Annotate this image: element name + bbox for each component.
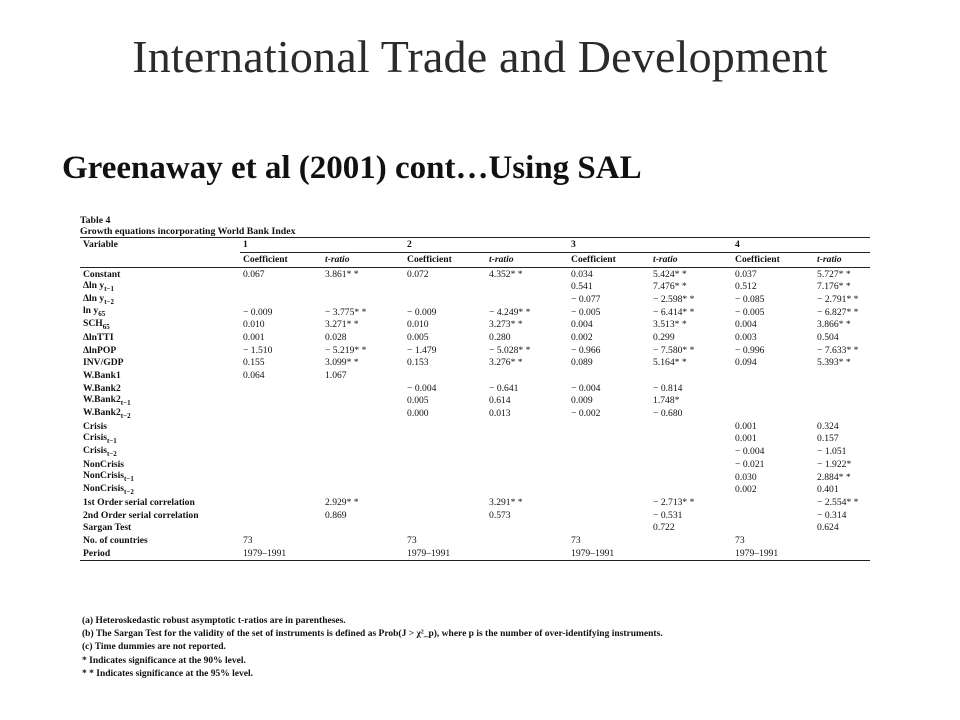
coefficient-cell: − 0.004 — [407, 382, 437, 394]
tratio-cell: 0.299 — [653, 331, 675, 343]
coefficient-cell: 0.001 — [243, 331, 265, 343]
tratio-cell — [486, 420, 568, 433]
coefficient-cell: 0.512 — [735, 281, 757, 293]
tratio-cell — [322, 433, 404, 446]
tratio-cell — [650, 471, 732, 484]
coef-header: Coefficient — [243, 254, 288, 266]
table-row — [80, 420, 870, 433]
tratio-cell — [650, 433, 732, 446]
slide-title: International Trade and Development — [132, 31, 828, 82]
variable-name: No. of countries — [83, 534, 148, 546]
table-note: * Indicates significance at the 90% level. — [82, 655, 246, 666]
tratio-cell: 0.504 — [817, 331, 839, 343]
tratio-cell — [650, 446, 732, 459]
coefficient-cell: − 0.009 — [407, 306, 437, 318]
tratio-cell — [486, 293, 568, 306]
coefficient-cell — [732, 370, 814, 383]
tratio-cell — [486, 534, 568, 547]
table-row — [80, 281, 870, 294]
tratio-cell — [322, 547, 404, 560]
coefficient-cell: 73 — [571, 534, 581, 546]
coefficient-cell — [568, 484, 650, 497]
tratio-cell — [650, 370, 732, 383]
coefficient-cell — [404, 446, 486, 459]
coefficient-cell — [732, 522, 814, 535]
tratio-cell — [486, 458, 568, 471]
tratio-cell — [486, 547, 568, 560]
tratio-cell: 1.067 — [325, 370, 347, 382]
tratio-cell — [322, 534, 404, 547]
coefficient-cell — [404, 496, 486, 509]
tratio-cell — [650, 534, 732, 547]
coefficient-cell: 0.003 — [735, 331, 757, 343]
coefficient-cell: 0.034 — [571, 268, 593, 280]
coefficient-cell: 0.001 — [735, 433, 757, 445]
tratio-cell — [322, 382, 404, 395]
coefficient-cell: 0.001 — [735, 420, 757, 432]
table-note: (a) Heteroskedastic robust asymptotic t-ratios are in parentheses. — [82, 616, 346, 626]
coefficient-cell: 73 — [243, 534, 253, 546]
tratio-cell — [322, 293, 404, 306]
tratio-cell: 0.614 — [489, 395, 511, 407]
coefficient-cell: − 0.085 — [735, 293, 765, 305]
coefficient-cell: 73 — [407, 534, 417, 546]
coefficient-cell: − 0.004 — [735, 446, 765, 458]
coefficient-cell: 0.067 — [243, 268, 265, 280]
coefficient-cell — [568, 446, 650, 459]
table-row — [80, 306, 870, 319]
table-row — [80, 534, 870, 547]
coefficient-cell: 0.009 — [571, 395, 593, 407]
variable-name: NonCrisis — [83, 458, 125, 470]
coefficient-cell — [240, 484, 322, 497]
tratio-cell: − 3.775* * — [325, 306, 367, 318]
tratio-cell — [814, 547, 870, 560]
coefficient-cell — [732, 496, 814, 509]
tratio-cell: − 4.249* * — [489, 306, 531, 318]
coefficient-cell — [404, 458, 486, 471]
tratio-cell: 5.727* * — [817, 268, 851, 280]
coefficient-cell: 0.004 — [735, 319, 757, 331]
tratio-cell — [322, 446, 404, 459]
coefficient-cell — [240, 433, 322, 446]
variable-name: 2nd Order serial correlation — [83, 509, 199, 521]
coefficient-cell — [732, 382, 814, 395]
tratio-cell: 3.099* * — [325, 357, 359, 369]
coefficient-cell: − 0.004 — [571, 382, 601, 394]
coef-header: Coefficient — [571, 254, 616, 266]
table-row — [80, 293, 870, 306]
coefficient-cell — [568, 458, 650, 471]
coefficient-cell: 0.155 — [243, 357, 265, 369]
table-notes — [82, 615, 882, 681]
tratio-cell — [322, 522, 404, 535]
tratio-header: t-ratio — [489, 254, 514, 266]
coefficient-cell — [404, 522, 486, 535]
table-row — [80, 509, 870, 522]
coefficient-cell — [240, 522, 322, 535]
tratio-cell: − 2.791* * — [817, 293, 859, 305]
table-row — [80, 522, 870, 535]
coefficient-cell: − 0.002 — [571, 408, 601, 420]
table-row — [80, 268, 870, 281]
table-note: * * Indicates significance at the 95% level. — [82, 668, 253, 679]
variable-name: $\ln y_{65}$ — [83, 306, 106, 319]
model-number: 4 — [732, 238, 870, 253]
coefficient-cell: 1979–1991 — [735, 547, 779, 559]
variable-name: W.Bank1 — [83, 370, 121, 382]
table-row — [80, 370, 870, 383]
regression-table — [80, 215, 870, 561]
coefficient-cell — [404, 293, 486, 306]
coefficient-cell — [568, 471, 650, 484]
coef-header: Coefficient — [735, 254, 780, 266]
coefficient-cell — [240, 281, 322, 294]
tratio-cell: − 2.713* * — [653, 496, 695, 508]
tratio-cell — [814, 408, 870, 421]
model-header-row — [80, 238, 870, 253]
tratio-cell: 1.748* — [653, 395, 680, 407]
tratio-cell — [486, 281, 568, 294]
table-note: (c) Time dummies are not reported. — [82, 642, 226, 653]
variable-name: $W.Bank2_{t-1}$ — [83, 394, 131, 408]
tratio-cell: 7.176* * — [817, 281, 851, 293]
variable-name: 1st Order serial correlation — [83, 496, 195, 508]
tratio-cell: 2.929* * — [325, 496, 359, 508]
tratio-cell: 3.861* * — [325, 268, 359, 280]
tratio-cell — [650, 420, 732, 433]
tratio-cell — [650, 484, 732, 497]
tratio-cell: − 1.922* — [817, 458, 852, 470]
coefficient-cell: 0.000 — [407, 408, 429, 420]
tratio-cell — [650, 547, 732, 560]
variable-name: $SCH_{65}$ — [83, 318, 110, 332]
tratio-cell: 2.884* * — [817, 471, 851, 483]
tratio-cell: − 7.633* * — [817, 344, 859, 356]
coefficient-cell: − 1.510 — [243, 344, 273, 356]
coefficient-cell — [568, 433, 650, 446]
tratio-cell: − 6.827* * — [817, 306, 859, 318]
coefficient-cell: 0.030 — [735, 471, 757, 483]
variable-name: ΔlnPOP — [83, 344, 117, 356]
tratio-cell: 0.028 — [325, 331, 347, 343]
variable-name: Δln $y_{t-1}$ — [83, 280, 115, 293]
coefficient-cell: − 0.077 — [571, 293, 601, 305]
variable-name: NonCrisis$_{t-1}$ — [83, 471, 134, 484]
coefficient-cell — [404, 471, 486, 484]
table-row — [80, 331, 870, 344]
variable-name: ΔlnTTI — [83, 331, 114, 343]
variable-name: Crisis — [83, 420, 107, 432]
tratio-cell: − 0.814 — [653, 382, 683, 394]
coefficient-cell — [568, 496, 650, 509]
coefficient-cell — [404, 420, 486, 433]
coefficient-cell: 73 — [735, 534, 745, 546]
tratio-header: t-ratio — [325, 254, 350, 266]
tratio-cell — [322, 420, 404, 433]
variable-name: Period — [83, 547, 111, 559]
tratio-cell: 3.271* * — [325, 319, 359, 331]
variable-header: Variable — [83, 239, 118, 251]
tratio-cell: − 2.598* * — [653, 293, 695, 305]
tratio-cell — [486, 433, 568, 446]
coefficient-cell — [404, 433, 486, 446]
coefficient-cell: 1979–1991 — [243, 547, 287, 559]
coefficient-cell — [240, 382, 322, 395]
coefficient-cell: 1979–1991 — [407, 547, 451, 559]
coefficient-cell — [240, 446, 322, 459]
coefficient-cell: − 0.021 — [735, 458, 765, 470]
tratio-cell — [486, 446, 568, 459]
coefficient-cell: − 0.005 — [571, 306, 601, 318]
coefficient-cell — [732, 408, 814, 421]
coefficient-cell — [240, 496, 322, 509]
tratio-cell — [814, 395, 870, 408]
tratio-cell: − 7.580* * — [653, 344, 695, 356]
coefficient-cell: − 1.479 — [407, 344, 437, 356]
tratio-cell: 3.866* * — [817, 319, 851, 331]
tratio-cell: 5.393* * — [817, 357, 851, 369]
tratio-cell: 5.164* * — [653, 357, 687, 369]
coefficient-cell — [240, 395, 322, 408]
tratio-cell: 7.476* * — [653, 281, 687, 293]
tratio-cell: − 0.641 — [489, 382, 519, 394]
coefficient-cell: 0.089 — [571, 357, 593, 369]
tratio-cell: 0.157 — [817, 433, 839, 445]
table-row — [80, 395, 870, 408]
coefficient-cell — [240, 471, 322, 484]
coefficient-cell — [240, 509, 322, 522]
tratio-cell: 3.276* * — [489, 357, 523, 369]
coefficient-cell: 0.010 — [407, 319, 429, 331]
coefficient-cell — [568, 370, 650, 383]
variable-name: NonCrisis$_{t-2}$ — [83, 483, 134, 496]
tratio-cell: − 2.554* * — [817, 496, 859, 508]
coefficient-cell — [240, 293, 322, 306]
coefficient-cell — [240, 408, 322, 421]
tratio-cell: − 1.051 — [817, 446, 847, 458]
table-note: (b) The Sargan Test for the validity of the set of instruments is defined as Prob(J > χ²_p), where p is the number of over-identifying instruments. — [82, 629, 663, 640]
coefficient-cell — [404, 281, 486, 294]
tratio-cell: 0.624 — [817, 522, 839, 534]
tratio-cell — [322, 395, 404, 408]
tratio-cell: 0.324 — [817, 420, 839, 432]
tratio-cell: − 0.531 — [653, 509, 683, 521]
tratio-cell: 0.013 — [489, 408, 511, 420]
results-table — [80, 237, 870, 561]
model-number: 3 — [568, 238, 732, 253]
tratio-cell: 3.273* * — [489, 319, 523, 331]
coefficient-cell: 0.004 — [571, 319, 593, 331]
tratio-cell — [486, 484, 568, 497]
coefficient-cell: 0.094 — [735, 357, 757, 369]
model-number: 2 — [404, 238, 568, 253]
coefficient-cell — [568, 522, 650, 535]
tratio-cell: − 0.314 — [817, 509, 847, 521]
variable-name: Crisis$_{t-2}$ — [83, 445, 117, 458]
tratio-cell: − 5.219* * — [325, 344, 367, 356]
tratio-cell — [486, 471, 568, 484]
tratio-cell: 0.722 — [653, 522, 675, 534]
variable-name: INV/GDP — [83, 357, 124, 369]
coefficient-cell: 0.072 — [407, 268, 429, 280]
tratio-cell: 3.513* * — [653, 319, 687, 331]
tratio-cell — [322, 484, 404, 497]
coefficient-cell — [732, 395, 814, 408]
coefficient-cell — [732, 509, 814, 522]
tratio-cell: 5.424* * — [653, 268, 687, 280]
table-row — [80, 547, 870, 560]
tratio-cell — [650, 458, 732, 471]
variable-name: W.Bank2 — [83, 382, 121, 394]
table-caption: Growth equations incorporating World Bank Index — [80, 226, 296, 237]
variable-name: Crisis$_{t-1}$ — [83, 432, 117, 446]
tratio-cell — [322, 458, 404, 471]
tratio-cell — [814, 382, 870, 395]
table-row — [80, 458, 870, 471]
tratio-header: t-ratio — [653, 254, 678, 266]
table-row — [80, 446, 870, 459]
coefficient-cell: − 0.005 — [735, 306, 765, 318]
tratio-cell — [814, 370, 870, 383]
model-number: 1 — [240, 238, 404, 253]
tratio-cell — [486, 370, 568, 383]
coefficient-cell — [404, 484, 486, 497]
table-row — [80, 471, 870, 484]
tratio-cell: 3.291* * — [489, 496, 523, 508]
coefficient-cell: 0.064 — [243, 370, 265, 382]
coefficient-cell: − 0.966 — [571, 344, 601, 356]
column-header-row — [80, 253, 870, 268]
table-body — [80, 268, 870, 561]
tratio-cell — [814, 534, 870, 547]
coefficient-cell: 0.153 — [407, 357, 429, 369]
coefficient-cell — [240, 458, 322, 471]
coefficient-cell — [404, 370, 486, 383]
coefficient-cell: 1979–1991 — [571, 547, 615, 559]
coefficient-cell: − 0.996 — [735, 344, 765, 356]
coefficient-cell — [568, 420, 650, 433]
table-row — [80, 496, 870, 509]
table-row — [80, 433, 870, 446]
tratio-cell: − 0.680 — [653, 408, 683, 420]
table-row — [80, 382, 870, 395]
coefficient-cell: 0.005 — [407, 395, 429, 407]
coefficient-cell — [568, 509, 650, 522]
tratio-cell: 0.280 — [489, 331, 511, 343]
tratio-cell: 0.573 — [489, 509, 511, 521]
coefficient-cell: 0.002 — [735, 484, 757, 496]
table-row — [80, 484, 870, 497]
table-row — [80, 357, 870, 370]
table-row — [80, 344, 870, 357]
tratio-cell: 0.401 — [817, 484, 839, 496]
coefficient-cell: 0.037 — [735, 268, 757, 280]
tratio-cell: − 6.414* * — [653, 306, 695, 318]
coefficient-cell — [240, 420, 322, 433]
coefficient-cell — [404, 509, 486, 522]
coefficient-cell: − 0.009 — [243, 306, 273, 318]
coefficient-cell: 0.541 — [571, 281, 593, 293]
coefficient-cell: 0.002 — [571, 331, 593, 343]
variable-name: Δln $y_{t-2}$ — [83, 293, 115, 306]
slide-subtitle: Greenaway et al (2001) cont…Using SAL — [62, 150, 642, 186]
tratio-cell — [322, 408, 404, 421]
variable-name: $W.Bank2_{t-2}$ — [83, 407, 131, 420]
tratio-cell: 0.869 — [325, 509, 347, 521]
coef-header: Coefficient — [407, 254, 452, 266]
variable-name: Constant — [83, 268, 121, 280]
variable-name: Sargan Test — [83, 522, 132, 534]
tratio-cell — [486, 522, 568, 535]
coefficient-cell: 0.010 — [243, 319, 265, 331]
tratio-cell — [322, 281, 404, 294]
table-label: Table 4 — [80, 215, 111, 226]
tratio-cell — [322, 471, 404, 484]
tratio-header: t-ratio — [817, 254, 842, 266]
table-row — [80, 408, 870, 421]
table-row — [80, 319, 870, 332]
coefficient-cell: 0.005 — [407, 331, 429, 343]
tratio-cell: − 5.028* * — [489, 344, 531, 356]
tratio-cell: 4.352* * — [489, 268, 523, 280]
